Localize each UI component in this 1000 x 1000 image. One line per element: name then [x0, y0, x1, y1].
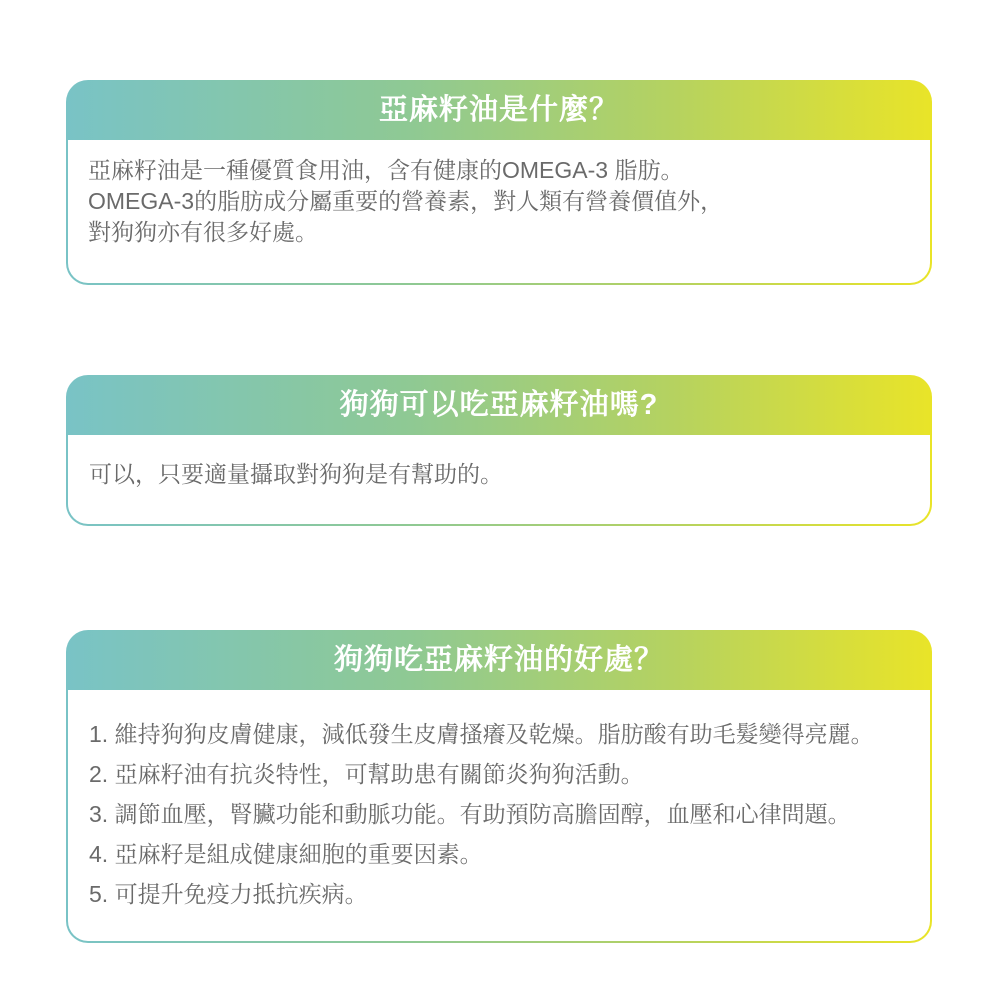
card-header [66, 375, 932, 435]
card-can-dogs-eat-flaxseed-oil [66, 375, 932, 526]
card-body [68, 690, 930, 941]
card-body [68, 435, 930, 524]
list-item: 3. 調節血壓，腎臟功能和動脈功能。有助預防高膽固醇，血壓和心律問題。 [89, 801, 851, 827]
card-title: 狗狗可以吃亞麻籽油嗎? [339, 388, 659, 421]
card-body [68, 140, 930, 283]
card-title: 狗狗吃亞麻籽油的好處？ [333, 643, 664, 676]
card-what-is-flaxseed-oil [66, 80, 932, 285]
card-title: 亞麻籽油是什麼？ [378, 93, 619, 126]
body-text-line: OMEGA-3的脂肪成分屬重要的營養素，對人類有營養價值外， [88, 188, 724, 214]
body-text-line: 對狗狗亦有很多好處。 [88, 219, 318, 245]
card-header [66, 630, 932, 690]
list-item: 2. 亞麻籽油有抗炎特性，可幫助患有關節炎狗狗活動。 [89, 761, 644, 787]
card-header [66, 80, 932, 140]
card-benefits-of-flaxseed-oil [66, 630, 932, 943]
body-text-line: 可以，只要適量攝取對狗狗是有幫助的。 [89, 461, 503, 487]
list-item: 4. 亞麻籽是組成健康細胞的重要因素。 [89, 841, 483, 867]
body-text-line: 亞麻籽油是一種優質食用油，含有健康的OMEGA-3 脂肪。 [88, 157, 684, 183]
list-item: 5. 可提升免疫力抵抗疾病。 [89, 881, 368, 907]
list-item: 1. 維持狗狗皮膚健康，減低發生皮膚搔癢及乾燥。脂肪酸有助毛髮變得亮麗。 [89, 721, 874, 747]
